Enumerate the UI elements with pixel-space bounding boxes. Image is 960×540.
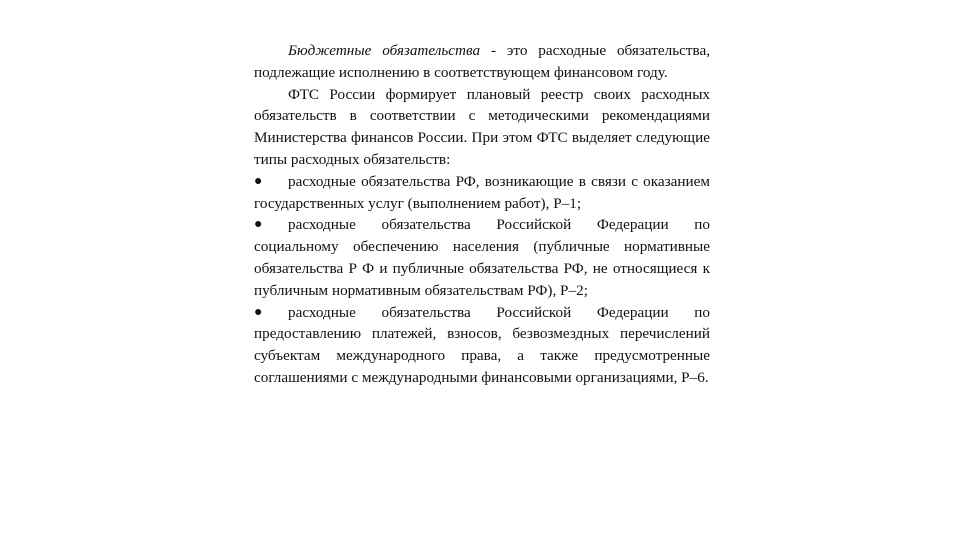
definition-paragraph [254,40,710,84]
term-definition: - это расходные обязательства, подлежащие исполнению в соответствующем финансовом году. [254,42,711,81]
list-item [254,214,710,301]
bullet-icon: ● [254,304,263,320]
document-page [254,40,710,389]
list-item-text: расходные обязательства Российской Федерации по предоставлению платежей, взносов, безвозмездных перечислений субъектам международного права, а также предусмотренные соглашениями с международными финансовыми организациями, Р–6. [254,303,710,386]
bullet-icon: ● [254,217,263,233]
list-item [254,302,710,389]
list-item-text: расходные обязательства Российской Федерации по социальному обеспечению населения (публичные нормативные обязательства Р Ф и публичные обязательства РФ, не относящиеся к публичным нормативным обязательствам РФ), Р–2; [254,216,710,299]
bullet-icon: ● [254,173,263,189]
list-item-text: расходные обязательства РФ, возникающие в связи с оказанием государственных услуг (выполнением работ), Р–1; [254,172,710,212]
term-italic: Бюджетные обязательства [288,42,481,59]
fts-paragraph: ФТС России формирует плановый реестр своих расходных обязательств в соответствии с методическими рекомендациями Министерства финансов России. При этом ФТС выделяет следующие типы расходных обязательств: [254,85,710,168]
list-item [254,171,710,215]
